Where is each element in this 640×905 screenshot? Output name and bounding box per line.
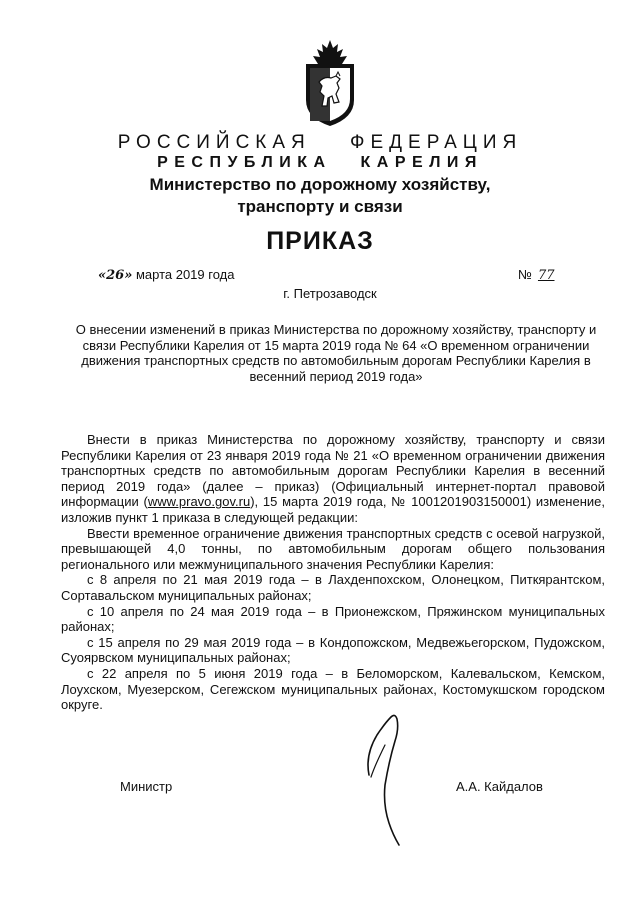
body-text: Внести в приказ Министерства по дорожному хозяйству, транспорту и связи Республики Карелия от 23 января 2019 года № 21 «О временном ограничении движения транспортных средств по автомобильным дорогам Республики Карелия в весенний период 2019 года» (далее – приказ) (Официальный интернет-портал правовой информации ( (61, 432, 605, 510)
body-paragraph-6: с 22 апреля по 5 июня 2019 года – в Беломорском, Калевальском, Кемском, Лоухском, Муезерском, Сегежском муниципальных районах, Костомукшском городском округе. (61, 665, 605, 713)
body-paragraph-3: с 8 апреля по 21 мая 2019 года – в Лахденпохском, Олонецком, Питкярантском, Сортавальском муниципальных районах; (61, 572, 605, 603)
date-day-handwritten: «26» (98, 268, 133, 283)
body-paragraph-2: Ввести временное ограничение движения транспортных средств с осевой нагрузкой, превышающей 4,0 тонны, по автомобильным дорогам общего пользования регионального или межмуниципального значения Республики Карелия: (61, 525, 605, 572)
body-paragraph-5: с 15 апреля по 29 мая 2019 года – в Кондопожском, Медвежьегорском, Пудожском, Суоярвском муниципальных районах; (61, 634, 605, 666)
signatory-name: А.А. Кайдалов (456, 779, 543, 794)
country-heading: РОССИЙСКАЯ ФЕДЕРАЦИЯ (117, 132, 523, 153)
ministry-line-2: транспорту и связи (237, 197, 403, 216)
number-value-handwritten: 77 (537, 268, 555, 283)
coat-of-arms-emblem (300, 38, 360, 128)
order-number (518, 267, 555, 283)
signatory-title: Министр (120, 779, 173, 794)
handwritten-signature (355, 705, 425, 850)
order-subject: О внесении изменений в приказ Министерства по дорожному хозяйству, транспорту и связи Республики Карелия от 15 марта 2019 года № 64 «О временном ограничении движения транспортных средств по автомобильным дорогам Республики Карелия в весенний период 2019 года» (75, 322, 597, 384)
ministry-heading (0, 174, 640, 218)
ministry-line-1: Министерство по дорожному хозяйству, (149, 175, 491, 194)
number-label: № (518, 267, 532, 282)
order-date (98, 267, 234, 283)
pravo-gov-link[interactable]: www.pravo.gov.ru (147, 494, 251, 510)
body-paragraph-1 (61, 432, 605, 526)
republic-heading: РЕСПУБЛИКА КАРЕЛИЯ (157, 154, 483, 171)
document-type-title: ПРИКАЗ (266, 227, 374, 255)
city-line: г. Петрозаводск (283, 286, 377, 301)
body-text: ), 15 марта 2019 года, № 1001201903150001) изменение, изложив пункт 1 приказа в следующей редакции: (61, 494, 605, 525)
date-month-year: марта 2019 года (132, 267, 235, 282)
order-body (61, 432, 605, 713)
body-paragraph-4: с 10 апреля по 24 мая 2019 года – в Прионежском, Пряжинском муниципальных районах; (61, 603, 605, 635)
